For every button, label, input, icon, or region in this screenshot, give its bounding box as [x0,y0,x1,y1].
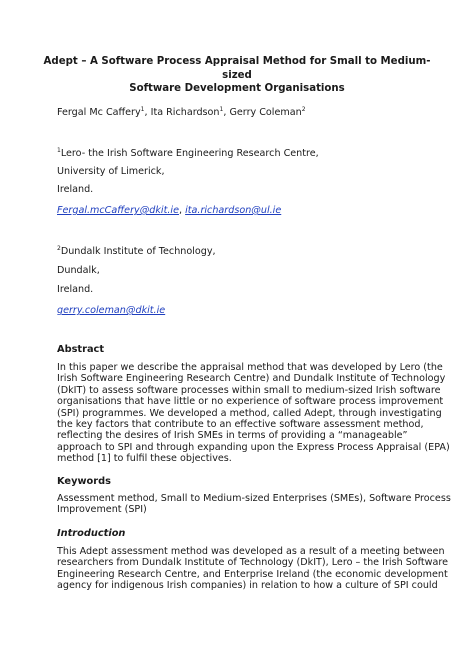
affiliation-1-emails [57,205,281,217]
paper-title [40,55,434,96]
abstract-line: In this paper we describe the appraisal method that was developed by Lero (the [57,362,443,373]
title-line-2: Software Development Organisations [129,83,345,94]
email-link-gerry[interactable]: gerry.coleman@dkit.ie [57,305,166,316]
affiliation-marker: 2 [57,245,61,252]
abstract-line: (SPI) programmes. We developed a method, called Adept, through investigating [57,407,442,419]
introduction-heading: Introduction [57,528,126,539]
abstract-line: method [1] to fulfil these objectives. [57,453,232,465]
email-separator: , [178,205,186,216]
affiliation-1-country: Ireland. [57,184,94,195]
email-link-fergal[interactable]: Fergal.mcCaffery@dkit.ie [57,205,179,216]
author-name: Fergal Mc Caffery [57,107,141,118]
abstract-heading: Abstract [57,344,105,355]
abstract-line: reflecting the desires of Irish SMEs in terms of providing a “manageable” [57,430,408,442]
author-name: Ita Richardson [150,107,220,118]
author-affiliation-marker: 2 [301,106,306,113]
affiliation-1-university: University of Limerick, [57,166,165,177]
abstract-line: Irish Software Engineering Research Centre) and Dundalk Institute of Technology [57,373,446,385]
introduction-line: Engineering Research Centre, and Enterprise Ireland (the economic development [57,568,448,580]
email-link-ita[interactable]: ita.richardson@ul.ie [185,205,282,216]
author-list: Fergal Mc Caffery$^1$, Ita Richardson$^1$, Gerry Coleman$^2$ [57,106,306,118]
abstract-line: approach to SPI and through expanding upon the Express Process Appraisal (EPA) [57,441,450,453]
affiliation-org-text: Lero- the Irish Software Engineering Research Centre, [60,148,319,159]
author-affiliation-marker: 1 [140,106,145,113]
abstract-line: organisations that have little or no experience of software process improvement [57,396,444,408]
title-line-1: Adept – A Software Process Appraisal Method for Small to Medium-sized [43,56,431,81]
introduction-line: agency for indigenous Irish companies) in relation to how a culture of SPI could [57,580,438,592]
keywords-body [57,493,451,516]
affiliation-marker: 1 [57,147,61,154]
author-affiliation-marker: 1 [219,106,224,113]
affiliation-2-email [57,305,165,317]
affiliation-2-town: Dundalk, [57,265,100,276]
author-name: Gerry Coleman [229,107,302,118]
introduction-line: This Adept assessment method was developed as a result of a meeting between [57,546,445,557]
abstract-line: the key factors that contribute to an effective software assessment method, [57,419,424,431]
abstract-line: (DkIT) to assess software processes within small to medium-sized Irish software [57,384,441,396]
affiliation-org-text: Dundalk Institute of Technology, [60,246,216,257]
keywords-heading: Keywords [57,476,111,487]
affiliation-1-org [57,148,319,160]
affiliation-2-org [57,246,216,258]
introduction-body [57,546,448,592]
affiliation-2-country: Ireland. [57,284,94,295]
abstract-body [57,362,450,465]
keywords-line: Improvement (SPI) [57,504,147,516]
keywords-line: Assessment method, Small to Medium-sized Enterprises (SMEs), Software Process [57,493,451,504]
introduction-line: researchers from Dundalk Institute of Technology (DkIT), Lero – the Irish Software [57,557,448,569]
